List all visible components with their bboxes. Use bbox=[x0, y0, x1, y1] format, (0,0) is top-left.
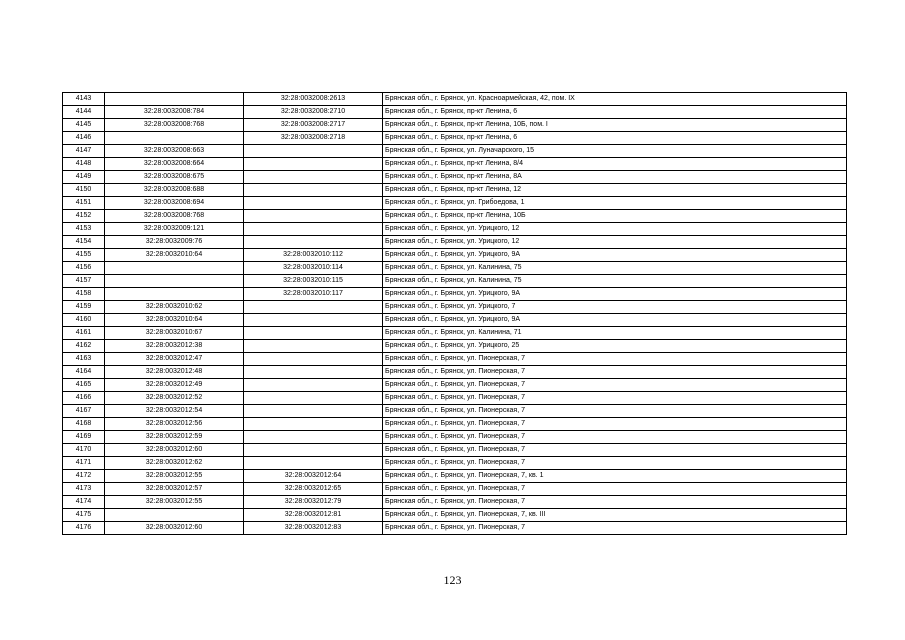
table-row bbox=[63, 496, 847, 509]
address-cell: Брянская обл., г. Брянск, ул. Пионерская, 7 bbox=[383, 444, 847, 457]
table-row bbox=[63, 197, 847, 210]
address-cell: Брянская обл., г. Брянск, пр-кт Ленина, 12 bbox=[383, 184, 847, 197]
table-row bbox=[63, 210, 847, 223]
cadastral-table bbox=[62, 92, 847, 535]
table-body bbox=[63, 93, 847, 535]
row-number-cell: 4150 bbox=[63, 184, 105, 197]
address-cell: Брянская обл., г. Брянск, ул. Пионерская, 7 bbox=[383, 379, 847, 392]
related-cadastral-number-cell: 32:28:0032012:65 bbox=[244, 483, 383, 496]
table-row bbox=[63, 158, 847, 171]
related-cadastral-number-cell: 32:28:0032010:112 bbox=[244, 249, 383, 262]
row-number-cell: 4167 bbox=[63, 405, 105, 418]
table-row bbox=[63, 392, 847, 405]
related-cadastral-number-cell bbox=[244, 236, 383, 249]
related-cadastral-number-cell bbox=[244, 197, 383, 210]
cadastral-number-cell: 32:28:0032012:59 bbox=[105, 431, 244, 444]
table-row bbox=[63, 522, 847, 535]
table-row bbox=[63, 106, 847, 119]
table-row bbox=[63, 288, 847, 301]
related-cadastral-number-cell bbox=[244, 366, 383, 379]
address-cell: Брянская обл., г. Брянск, ул. Луначарского, 15 bbox=[383, 145, 847, 158]
cadastral-number-cell: 32:28:0032012:38 bbox=[105, 340, 244, 353]
related-cadastral-number-cell: 32:28:0032012:83 bbox=[244, 522, 383, 535]
related-cadastral-number-cell: 32:28:0032012:79 bbox=[244, 496, 383, 509]
address-cell: Брянская обл., г. Брянск, ул. Урицкого, 7 bbox=[383, 301, 847, 314]
related-cadastral-number-cell bbox=[244, 405, 383, 418]
address-cell: Брянская обл., г. Брянск, ул. Пионерская, 7 bbox=[383, 457, 847, 470]
related-cadastral-number-cell bbox=[244, 210, 383, 223]
cadastral-number-cell: 32:28:0032012:49 bbox=[105, 379, 244, 392]
row-number-cell: 4160 bbox=[63, 314, 105, 327]
table-row bbox=[63, 353, 847, 366]
cadastral-number-cell: 32:28:0032012:57 bbox=[105, 483, 244, 496]
address-cell: Брянская обл., г. Брянск, ул. Пионерская, 7, кв. 1 bbox=[383, 470, 847, 483]
table-row bbox=[63, 314, 847, 327]
row-number-cell: 4153 bbox=[63, 223, 105, 236]
cadastral-number-cell: 32:28:0032008:768 bbox=[105, 119, 244, 132]
cadastral-number-cell bbox=[105, 93, 244, 106]
address-cell: Брянская обл., г. Брянск, ул. Урицкого, 12 bbox=[383, 236, 847, 249]
table-row bbox=[63, 405, 847, 418]
address-cell: Брянская обл., г. Брянск, ул. Пионерская, 7 bbox=[383, 496, 847, 509]
related-cadastral-number-cell bbox=[244, 431, 383, 444]
row-number-cell: 4170 bbox=[63, 444, 105, 457]
related-cadastral-number-cell: 32:28:0032008:2613 bbox=[244, 93, 383, 106]
related-cadastral-number-cell bbox=[244, 418, 383, 431]
address-cell: Брянская обл., г. Брянск, ул. Урицкого, 9А bbox=[383, 314, 847, 327]
related-cadastral-number-cell bbox=[244, 145, 383, 158]
address-cell: Брянская обл., г. Брянск, пр-кт Ленина, 6 bbox=[383, 132, 847, 145]
cadastral-number-cell bbox=[105, 262, 244, 275]
table-row bbox=[63, 223, 847, 236]
table-row bbox=[63, 249, 847, 262]
related-cadastral-number-cell bbox=[244, 353, 383, 366]
row-number-cell: 4151 bbox=[63, 197, 105, 210]
address-cell: Брянская обл., г. Брянск, ул. Калинина, 71 bbox=[383, 327, 847, 340]
related-cadastral-number-cell: 32:28:0032008:2710 bbox=[244, 106, 383, 119]
row-number-cell: 4163 bbox=[63, 353, 105, 366]
address-cell: Брянская обл., г. Брянск, ул. Урицкого, 12 bbox=[383, 223, 847, 236]
address-cell: Брянская обл., г. Брянск, ул. Пионерская, 7 bbox=[383, 392, 847, 405]
table-row bbox=[63, 470, 847, 483]
cadastral-number-cell: 32:28:0032008:664 bbox=[105, 158, 244, 171]
table-row bbox=[63, 262, 847, 275]
address-cell: Брянская обл., г. Брянск, ул. Калинина, 75 bbox=[383, 262, 847, 275]
cadastral-number-cell: 32:28:0032012:48 bbox=[105, 366, 244, 379]
cadastral-number-cell: 32:28:0032012:62 bbox=[105, 457, 244, 470]
cadastral-number-cell: 32:28:0032012:56 bbox=[105, 418, 244, 431]
table-row bbox=[63, 236, 847, 249]
related-cadastral-number-cell bbox=[244, 301, 383, 314]
related-cadastral-number-cell: 32:28:0032010:114 bbox=[244, 262, 383, 275]
address-cell: Брянская обл., г. Брянск, пр-кт Ленина, 10Б bbox=[383, 210, 847, 223]
cadastral-number-cell: 32:28:0032012:54 bbox=[105, 405, 244, 418]
cadastral-number-cell: 32:28:0032012:60 bbox=[105, 444, 244, 457]
related-cadastral-number-cell: 32:28:0032012:64 bbox=[244, 470, 383, 483]
cadastral-number-cell: 32:28:0032008:784 bbox=[105, 106, 244, 119]
table-row bbox=[63, 509, 847, 522]
address-cell: Брянская обл., г. Брянск, ул. Урицкого, 9А bbox=[383, 288, 847, 301]
table-row bbox=[63, 483, 847, 496]
related-cadastral-number-cell bbox=[244, 314, 383, 327]
row-number-cell: 4164 bbox=[63, 366, 105, 379]
table-row bbox=[63, 301, 847, 314]
address-cell: Брянская обл., г. Брянск, ул. Урицкого, 9А bbox=[383, 249, 847, 262]
related-cadastral-number-cell bbox=[244, 327, 383, 340]
cadastral-number-cell bbox=[105, 275, 244, 288]
row-number-cell: 4171 bbox=[63, 457, 105, 470]
cadastral-number-cell bbox=[105, 509, 244, 522]
cadastral-number-cell: 32:28:0032008:675 bbox=[105, 171, 244, 184]
cadastral-number-cell: 32:28:0032008:688 bbox=[105, 184, 244, 197]
row-number-cell: 4172 bbox=[63, 470, 105, 483]
related-cadastral-number-cell bbox=[244, 171, 383, 184]
related-cadastral-number-cell: 32:28:0032010:115 bbox=[244, 275, 383, 288]
cadastral-number-cell: 32:28:0032008:663 bbox=[105, 145, 244, 158]
address-cell: Брянская обл., г. Брянск, ул. Пионерская, 7 bbox=[383, 366, 847, 379]
table-row bbox=[63, 132, 847, 145]
cadastral-number-cell: 32:28:0032012:55 bbox=[105, 496, 244, 509]
address-cell: Брянская обл., г. Брянск, пр-кт Ленина, 8А bbox=[383, 171, 847, 184]
cadastral-number-cell: 32:28:0032012:55 bbox=[105, 470, 244, 483]
row-number-cell: 4147 bbox=[63, 145, 105, 158]
row-number-cell: 4145 bbox=[63, 119, 105, 132]
row-number-cell: 4149 bbox=[63, 171, 105, 184]
related-cadastral-number-cell: 32:28:0032008:2718 bbox=[244, 132, 383, 145]
table-row bbox=[63, 340, 847, 353]
row-number-cell: 4159 bbox=[63, 301, 105, 314]
cadastral-number-cell: 32:28:0032010:64 bbox=[105, 314, 244, 327]
cadastral-number-cell: 32:28:0032012:47 bbox=[105, 353, 244, 366]
related-cadastral-number-cell bbox=[244, 184, 383, 197]
address-cell: Брянская обл., г. Брянск, пр-кт Ленина, 8/4 bbox=[383, 158, 847, 171]
table-row bbox=[63, 366, 847, 379]
cadastral-number-cell: 32:28:0032008:694 bbox=[105, 197, 244, 210]
address-cell: Брянская обл., г. Брянск, пр-кт Ленина, 6 bbox=[383, 106, 847, 119]
table-row bbox=[63, 457, 847, 470]
row-number-cell: 4152 bbox=[63, 210, 105, 223]
cadastral-number-cell: 32:28:0032009:76 bbox=[105, 236, 244, 249]
row-number-cell: 4158 bbox=[63, 288, 105, 301]
row-number-cell: 4161 bbox=[63, 327, 105, 340]
address-cell: Брянская обл., г. Брянск, ул. Пионерская, 7 bbox=[383, 431, 847, 444]
row-number-cell: 4155 bbox=[63, 249, 105, 262]
address-cell: Брянская обл., г. Брянск, пр-кт Ленина, 10Б, пом. I bbox=[383, 119, 847, 132]
table-row bbox=[63, 418, 847, 431]
cadastral-number-cell: 32:28:0032012:60 bbox=[105, 522, 244, 535]
table-row bbox=[63, 93, 847, 106]
cadastral-number-cell bbox=[105, 288, 244, 301]
related-cadastral-number-cell bbox=[244, 392, 383, 405]
table-row bbox=[63, 431, 847, 444]
table-row bbox=[63, 327, 847, 340]
address-cell: Брянская обл., г. Брянск, ул. Грибоедова, 1 bbox=[383, 197, 847, 210]
cadastral-number-cell: 32:28:0032012:52 bbox=[105, 392, 244, 405]
table-row bbox=[63, 145, 847, 158]
table-row bbox=[63, 444, 847, 457]
address-cell: Брянская обл., г. Брянск, ул. Красноармейская, 42, пом. IX bbox=[383, 93, 847, 106]
row-number-cell: 4168 bbox=[63, 418, 105, 431]
address-cell: Брянская обл., г. Брянск, ул. Урицкого, 25 bbox=[383, 340, 847, 353]
related-cadastral-number-cell bbox=[244, 223, 383, 236]
cadastral-number-cell: 32:28:0032010:62 bbox=[105, 301, 244, 314]
related-cadastral-number-cell: 32:28:0032008:2717 bbox=[244, 119, 383, 132]
row-number-cell: 4148 bbox=[63, 158, 105, 171]
related-cadastral-number-cell bbox=[244, 457, 383, 470]
row-number-cell: 4174 bbox=[63, 496, 105, 509]
row-number-cell: 4146 bbox=[63, 132, 105, 145]
page-number: 123 bbox=[443, 573, 462, 587]
cadastral-number-cell: 32:28:0032008:768 bbox=[105, 210, 244, 223]
cadastral-number-cell: 32:28:0032010:67 bbox=[105, 327, 244, 340]
address-cell: Брянская обл., г. Брянск, ул. Калинина, 75 bbox=[383, 275, 847, 288]
related-cadastral-number-cell bbox=[244, 379, 383, 392]
address-cell: Брянская обл., г. Брянск, ул. Пионерская, 7 bbox=[383, 418, 847, 431]
cadastral-number-cell bbox=[105, 132, 244, 145]
address-cell: Брянская обл., г. Брянск, ул. Пионерская, 7 bbox=[383, 483, 847, 496]
table-row bbox=[63, 171, 847, 184]
row-number-cell: 4144 bbox=[63, 106, 105, 119]
address-cell: Брянская обл., г. Брянск, ул. Пионерская, 7 bbox=[383, 522, 847, 535]
row-number-cell: 4157 bbox=[63, 275, 105, 288]
related-cadastral-number-cell: 32:28:0032010:117 bbox=[244, 288, 383, 301]
related-cadastral-number-cell bbox=[244, 444, 383, 457]
row-number-cell: 4166 bbox=[63, 392, 105, 405]
row-number-cell: 4176 bbox=[63, 522, 105, 535]
related-cadastral-number-cell bbox=[244, 158, 383, 171]
table-row bbox=[63, 275, 847, 288]
cadastral-number-cell: 32:28:0032009:121 bbox=[105, 223, 244, 236]
row-number-cell: 4169 bbox=[63, 431, 105, 444]
related-cadastral-number-cell: 32:28:0032012:81 bbox=[244, 509, 383, 522]
row-number-cell: 4143 bbox=[63, 93, 105, 106]
table-row bbox=[63, 119, 847, 132]
row-number-cell: 4175 bbox=[63, 509, 105, 522]
table-row bbox=[63, 184, 847, 197]
row-number-cell: 4162 bbox=[63, 340, 105, 353]
address-cell: Брянская обл., г. Брянск, ул. Пионерская, 7 bbox=[383, 353, 847, 366]
row-number-cell: 4156 bbox=[63, 262, 105, 275]
address-cell: Брянская обл., г. Брянск, ул. Пионерская, 7 bbox=[383, 405, 847, 418]
row-number-cell: 4173 bbox=[63, 483, 105, 496]
cadastral-number-cell: 32:28:0032010:64 bbox=[105, 249, 244, 262]
table-row bbox=[63, 379, 847, 392]
row-number-cell: 4165 bbox=[63, 379, 105, 392]
address-cell: Брянская обл., г. Брянск, ул. Пионерская, 7, кв. III bbox=[383, 509, 847, 522]
related-cadastral-number-cell bbox=[244, 340, 383, 353]
row-number-cell: 4154 bbox=[63, 236, 105, 249]
